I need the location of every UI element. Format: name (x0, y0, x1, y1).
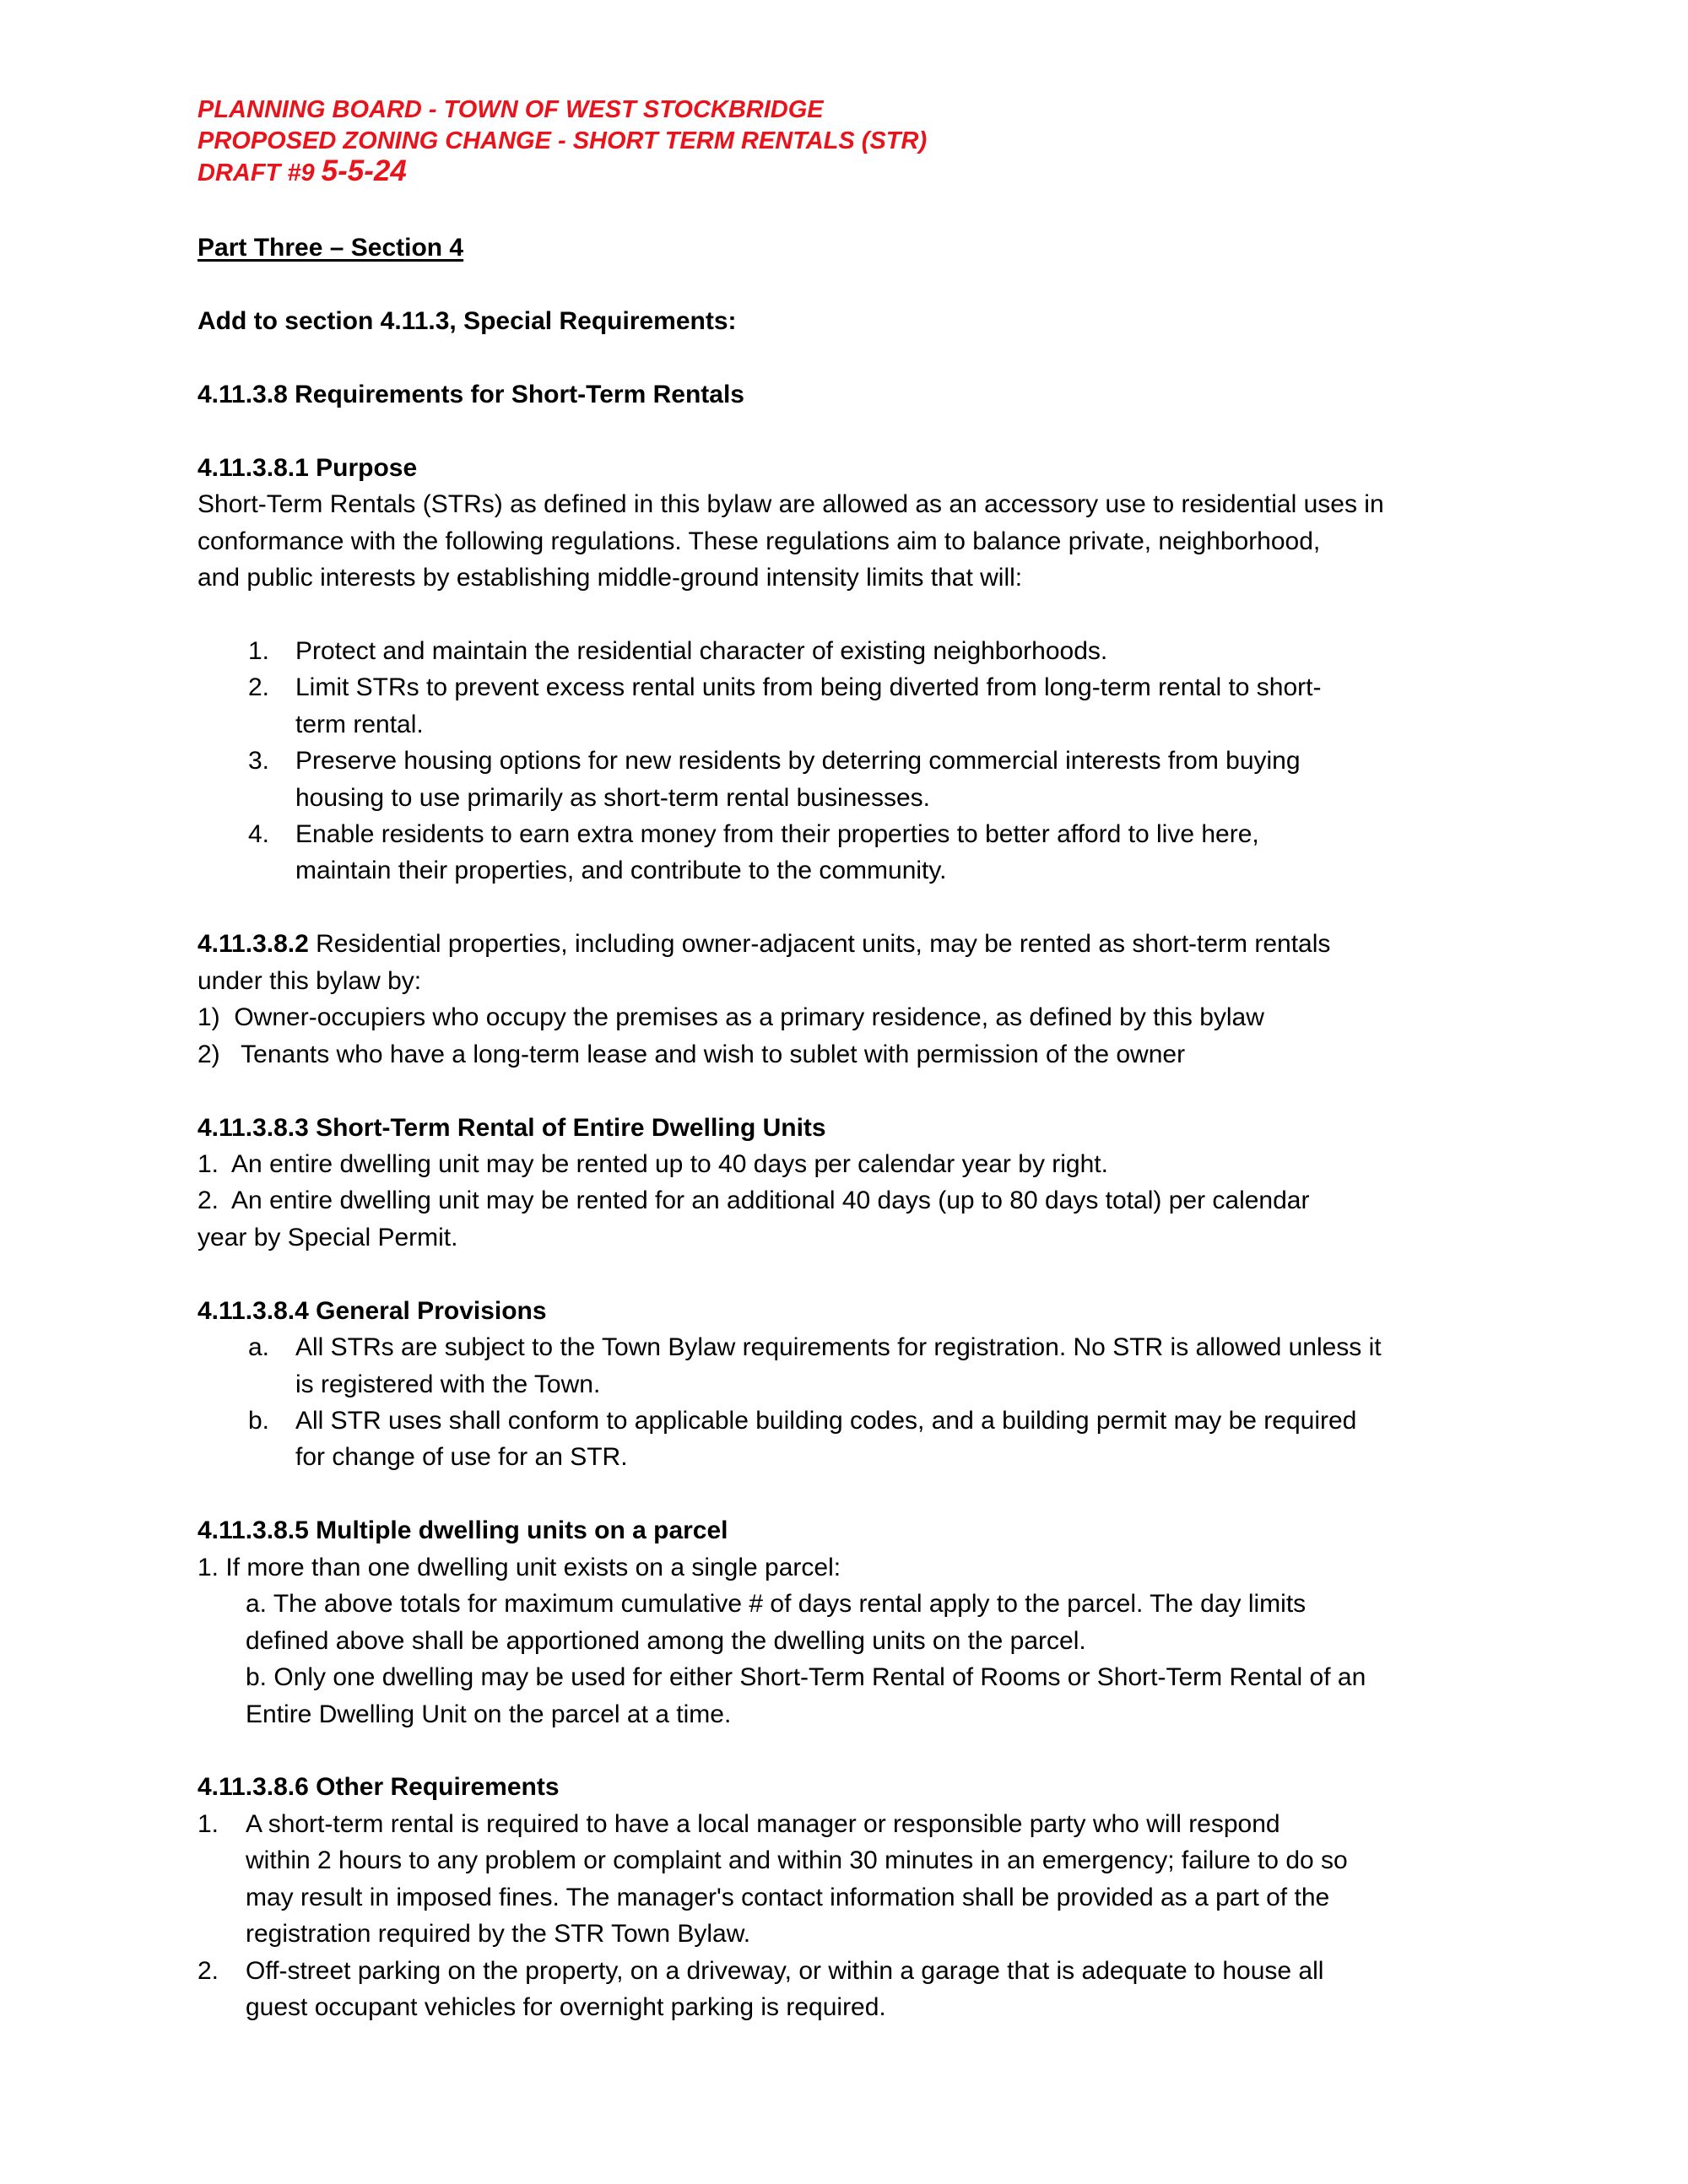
list-letter: a. (248, 1333, 270, 1362)
list-item (197, 1953, 1497, 1989)
paragraph-line: Short-Term Rentals (STRs) as defined in this bylaw are allowed as an accessory use to residential uses in (197, 490, 1384, 519)
list-number: 1. (197, 1809, 219, 1838)
sub-item-line: a. The above totals for maximum cumulative # of days rental apply to the parcel. The day limits (246, 1590, 1307, 1619)
list-item: 2) Tenants who have a long-term lease and wish to sublet with permission of the owner (197, 1040, 1186, 1068)
list-text: housing to use primarily as short-term rental businesses. (295, 783, 930, 812)
list-text: All STR uses shall conform to applicable building codes, and a building permit may be required (295, 1407, 1357, 1435)
part-title: Part Three – Section 4 (197, 234, 464, 262)
section-heading: 4.11.3.8.5 Multiple dwelling units on a parcel (197, 1516, 728, 1545)
list-item: 2. An entire dwelling unit may be rented for an additional 40 days (up to 80 days total) per calendar (197, 1187, 1310, 1215)
paragraph-line: year by Special Permit. (197, 1223, 458, 1251)
header-line-1: PLANNING BOARD - TOWN OF WEST STOCKBRIDGE (197, 96, 824, 123)
sub-item-line: Entire Dwelling Unit on the parcel at a time. (246, 1700, 732, 1728)
paragraph-text: Residential properties, including owner-adjacent units, may be rented as short-term rentals (308, 930, 1331, 959)
sub-item-line: b. Only one dwelling may be used for either Short-Term Rental of Rooms or Short-Term Rental of an (246, 1663, 1366, 1692)
list-text: Protect and maintain the residential character of existing neighborhoods. (295, 636, 1108, 665)
list-item (197, 743, 1497, 779)
list-text: Off-street parking on the property, on a driveway, or within a garage that is adequate to house all (246, 1956, 1324, 1985)
sub-item-line: defined above shall be apportioned among the dwelling units on the parcel. (246, 1626, 1086, 1655)
header-line-3 (197, 156, 927, 189)
list-text: may result in imposed fines. The manager's contact information shall be provided as a part of the (246, 1883, 1330, 1911)
list-text: Enable residents to earn extra money from their properties to better afford to live here, (295, 820, 1259, 848)
list-number: 4. (248, 820, 270, 848)
purpose-heading: 4.11.3.8.1 Purpose (197, 453, 418, 482)
list-item (197, 669, 1497, 705)
list-number: 3. (248, 747, 270, 776)
list-text: is registered with the Town. (295, 1370, 601, 1398)
header-line-2: PROPOSED ZONING CHANGE - SHORT TERM RENTALS (STR) (197, 127, 928, 154)
section-4-11-3-8-2 (197, 926, 1497, 962)
list-text: maintain their properties, and contribute to the community. (295, 857, 947, 885)
document-header (197, 95, 927, 189)
list-item: 1) Owner-occupiers who occupy the premises as a primary residence, as defined by this bylaw (197, 1003, 1264, 1032)
add-to-heading: Add to section 4.11.3, Special Requirements: (197, 306, 737, 335)
list-text: within 2 hours to any problem or complaint and within 30 minutes in an emergency; failure to do so (246, 1846, 1348, 1875)
list-item: 1. If more than one dwelling unit exists on a single parcel: (197, 1553, 841, 1581)
list-item (197, 1403, 1497, 1439)
section-number: 4.11.3.8.2 (197, 930, 309, 959)
list-item (197, 1329, 1497, 1365)
paragraph-line: under this bylaw by: (197, 966, 422, 995)
list-number: 2. (197, 1956, 219, 1985)
list-item (197, 816, 1497, 852)
section-heading: 4.11.3.8.4 General Provisions (197, 1296, 547, 1325)
list-item: 1. An entire dwelling unit may be rented up to 40 days per calendar year by right. (197, 1149, 1108, 1178)
list-text: term rental. (295, 710, 424, 738)
list-item (197, 633, 1497, 669)
list-number: 1. (248, 636, 270, 665)
draft-date: 5-5-24 (321, 154, 407, 187)
section-heading: 4.11.3.8.6 Other Requirements (197, 1773, 560, 1802)
list-text: for change of use for an STR. (295, 1443, 628, 1472)
list-text: Preserve housing options for new residents by deterring commercial interests from buying (295, 747, 1301, 776)
list-text: All STRs are subject to the Town Bylaw requirements for registration. No STR is allowed unless it (295, 1333, 1382, 1362)
list-text: guest occupant vehicles for overnight parking is required. (246, 1993, 886, 2021)
paragraph-line: conformance with the following regulations. These regulations aim to balance private, neighborhood, (197, 527, 1321, 555)
section-title: 4.11.3.8 Requirements for Short-Term Rentals (197, 380, 744, 408)
paragraph-line: and public interests by establishing middle-ground intensity limits that will: (197, 563, 1023, 592)
list-item (197, 1806, 1497, 1842)
list-text: A short-term rental is required to have a local manager or responsible party who will respond (246, 1809, 1280, 1838)
draft-label: DRAFT #9 (197, 159, 315, 187)
list-letter: b. (248, 1407, 270, 1435)
section-heading: 4.11.3.8.3 Short-Term Rental of Entire Dwelling Units (197, 1113, 826, 1142)
list-text: registration required by the STR Town Bylaw. (246, 1920, 751, 1949)
list-text: Limit STRs to prevent excess rental units from being diverted from long-term rental to short- (295, 673, 1322, 702)
document-body (197, 230, 1497, 2025)
list-number: 2. (248, 673, 270, 702)
